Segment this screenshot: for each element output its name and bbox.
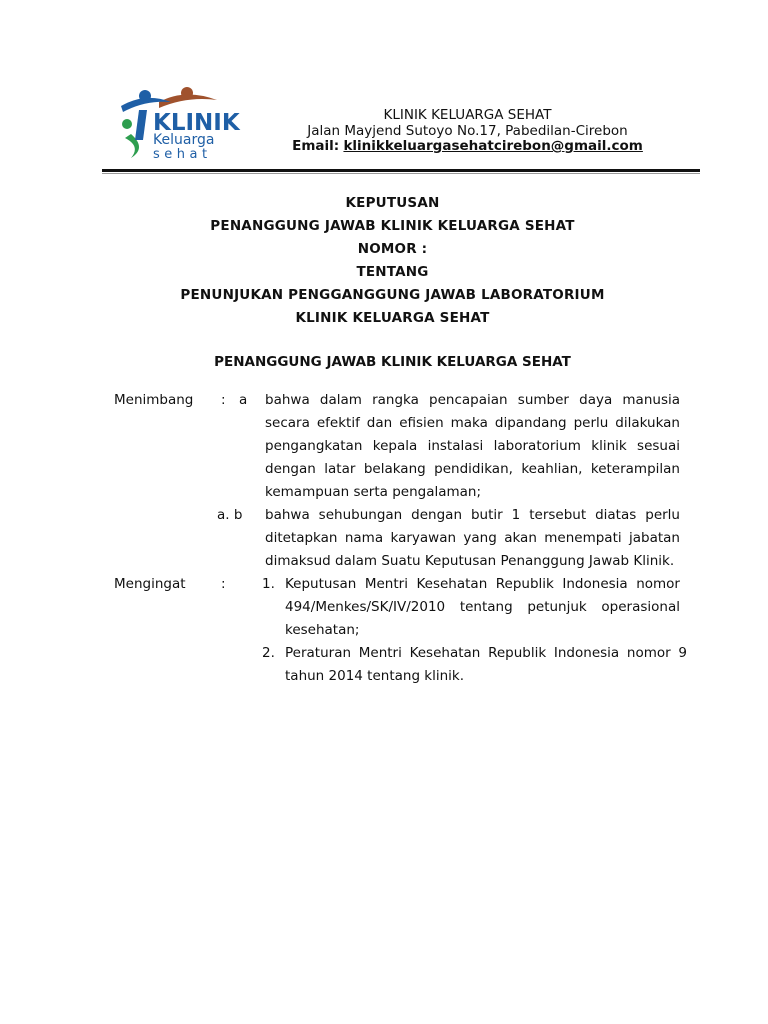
clinic-address: Jalan Mayjend Sutoyo No.17, Pabedilan-Cirebon	[307, 122, 628, 139]
decree-title	[110, 192, 675, 330]
mengingat-text-2: Peraturan Mentri Kesehatan Republik Indonesia nomor 9 tahun 2014 tentang klinik.	[285, 645, 687, 684]
email-link[interactable]: klinikkeluargasehatcirebon@gmail.com	[343, 138, 643, 154]
logo-blue-stem	[135, 110, 147, 140]
menimbang-label: Menimbang	[114, 392, 194, 408]
mengingat-marker-1: 1.	[262, 576, 275, 592]
menimbang-marker-b: a. b	[217, 507, 243, 523]
clinic-email-line	[255, 139, 680, 155]
mengingat-item-2	[114, 642, 694, 688]
clinic-logo-graphic	[117, 84, 245, 162]
clinic-logo	[117, 84, 245, 162]
title-line-3: NOMOR :	[357, 241, 428, 257]
letterhead-text	[255, 108, 680, 155]
decree-body	[114, 389, 694, 688]
authority-heading: PENANGGUNG JAWAB KLINIK KELUARGA SEHAT	[214, 354, 571, 370]
letterhead-divider	[102, 169, 700, 172]
email-label: Email:	[292, 138, 340, 154]
menimbang-item-a	[114, 389, 694, 504]
title-line-6: KLINIK KELUARGA SEHAT	[295, 310, 490, 326]
letterhead-divider-shadow	[102, 173, 700, 174]
menimbang-text-b: bahwa sehubungan dengan butir 1 tersebut diatas perlu ditetapkan nama karyawan yang akan menempati jabatan dimaksud dalam Suatu Keputusan Penanggung Jawab Klinik.	[265, 507, 680, 569]
mengingat-item-1	[114, 573, 694, 642]
menimbang-colon: :	[221, 392, 226, 408]
logo-green-head	[122, 119, 132, 129]
menimbang-text-a: bahwa dalam rangka pencapaian sumber daya manusia secara efektif dan efisien maka dipandang perlu dilakukan pengangkatan kepala instalasi laboratorium klinik sesuai dengan latar belakang pendidikan, keahlian, keterampilan kemampuan serta pengalaman;	[265, 392, 680, 500]
title-line-1: KEPUTUSAN	[345, 195, 440, 211]
menimbang-marker-a: a	[239, 392, 248, 408]
title-line-4: TENTANG	[356, 264, 429, 280]
logo-text-sehat: sehat	[153, 147, 212, 162]
menimbang-item-b	[114, 504, 694, 573]
title-line-5: PENUNJUKAN PENGGANGGUNG JAWAB LABORATORIUM	[180, 287, 605, 303]
mengingat-text-1: Keputusan Mentri Kesehatan Republik Indonesia nomor 494/Menkes/SK/IV/2010 tentang petunjuk operasional kesehatan;	[285, 576, 680, 638]
logo-text-klinik: KLINIK	[153, 110, 240, 136]
mengingat-marker-2: 2.	[262, 645, 275, 661]
logo-text-keluarga: Keluarga	[153, 132, 215, 148]
title-line-2: PENANGGUNG JAWAB KLINIK KELUARGA SEHAT	[210, 218, 575, 234]
clinic-name: KLINIK KELUARGA SEHAT	[383, 107, 552, 123]
mengingat-colon: :	[221, 576, 226, 592]
mengingat-label: Mengingat	[114, 576, 186, 592]
